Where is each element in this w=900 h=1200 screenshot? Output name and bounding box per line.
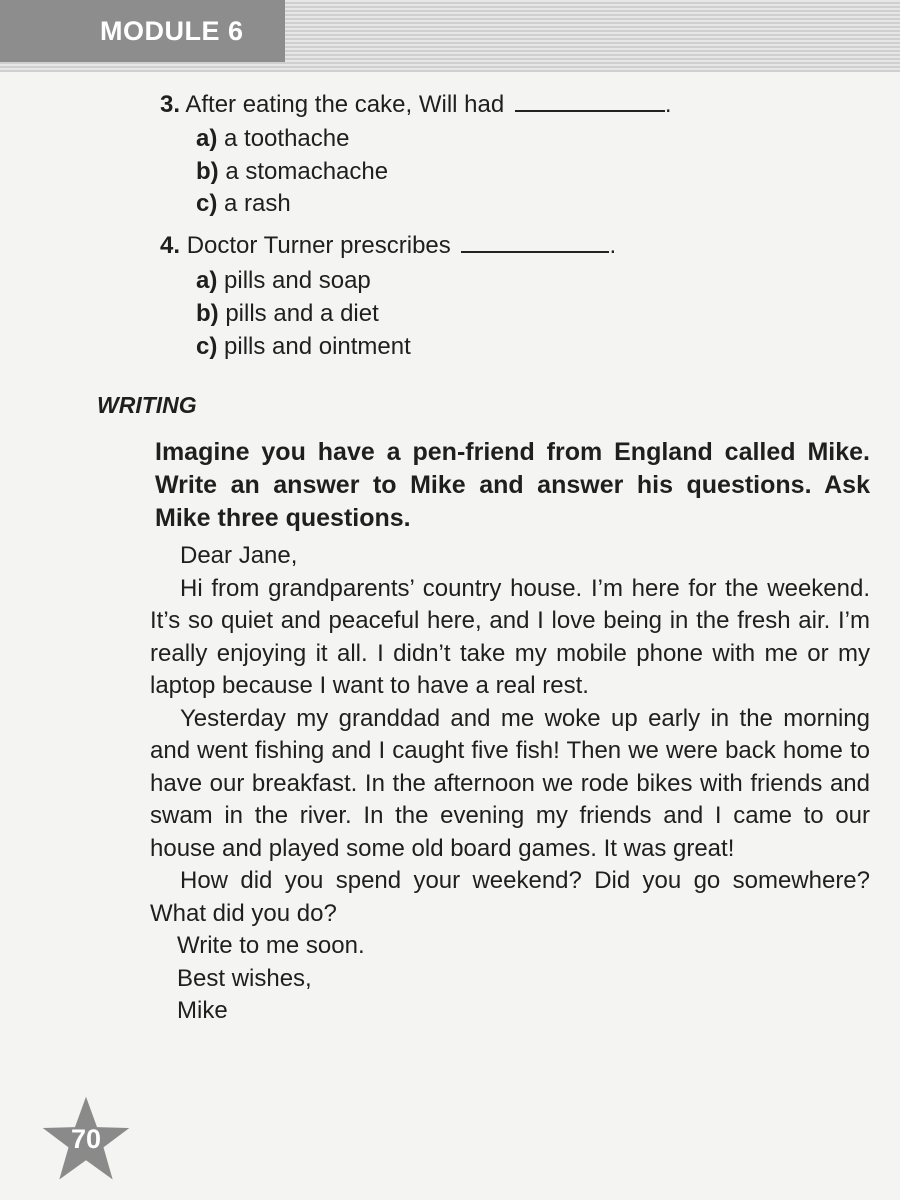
question-3-stem: 3. After eating the cake, Will had . xyxy=(160,91,672,118)
option-text: a rash xyxy=(224,190,291,217)
option-letter: c) xyxy=(196,190,218,217)
option-4b xyxy=(196,299,379,329)
letter-greeting: Dear Jane, xyxy=(180,542,298,569)
question-4-stem: 4. Doctor Turner prescribes . xyxy=(160,232,617,259)
option-letter: b) xyxy=(196,158,219,185)
option-text: pills and soap xyxy=(224,267,371,294)
letter-sign-off: Best wishes, xyxy=(177,964,312,992)
page-number: 70 xyxy=(70,1124,102,1154)
option-letter: a) xyxy=(196,125,218,152)
letter-paragraph: Hi from grandparents’ country house. I’m here for the weekend. It’s so quiet and peaceful here, and I love being in the fresh air. I’m really enjoying it all. I didn’t take my mobile phone with me or my laptop because I want to have a real rest. xyxy=(150,574,870,699)
letter-paragraph: Yesterday my granddad and me woke up early in the morning and went fishing and I caught five fish! Then we were back home to have our breakfast. In the afternoon we rode bikes with friends and swam in the river. In the evening my friends and I came to our house and played some old board games. It was great! xyxy=(150,704,870,862)
option-4c xyxy=(196,332,411,362)
letter xyxy=(150,540,870,1028)
option-text: a toothache xyxy=(224,125,350,152)
question-number: 3. xyxy=(160,91,181,118)
option-3a xyxy=(196,124,349,154)
answer-blank[interactable] xyxy=(461,233,609,253)
answer-blank[interactable] xyxy=(515,92,665,112)
question-number: 4. xyxy=(160,232,181,259)
option-letter: a) xyxy=(196,267,218,294)
letter-signature: Mike xyxy=(177,997,228,1024)
module-title: MODULE 6 xyxy=(100,16,244,46)
option-3b xyxy=(196,157,388,187)
section-title: WRITING xyxy=(97,392,197,418)
option-4a xyxy=(196,266,371,296)
letter-closing-line: Write to me soon. xyxy=(177,932,365,959)
question-stem: Doctor Turner prescribes xyxy=(186,232,451,259)
option-3c xyxy=(196,189,291,219)
option-text: pills and ointment xyxy=(224,333,411,360)
letter-paragraph: How did you spend your weekend? Did you go somewhere? What did you do? xyxy=(150,867,870,927)
option-text: pills and a diet xyxy=(225,300,379,327)
question-stem: After eating the cake, Will had xyxy=(185,91,505,118)
option-letter: b) xyxy=(196,300,219,327)
option-text: a stomachache xyxy=(225,158,389,185)
writing-task: Imagine you have a pen-friend from England called Mike. Write an answer to Mike and answer his questions. Ask Mike three questions. xyxy=(155,438,870,532)
option-letter: c) xyxy=(196,333,218,360)
